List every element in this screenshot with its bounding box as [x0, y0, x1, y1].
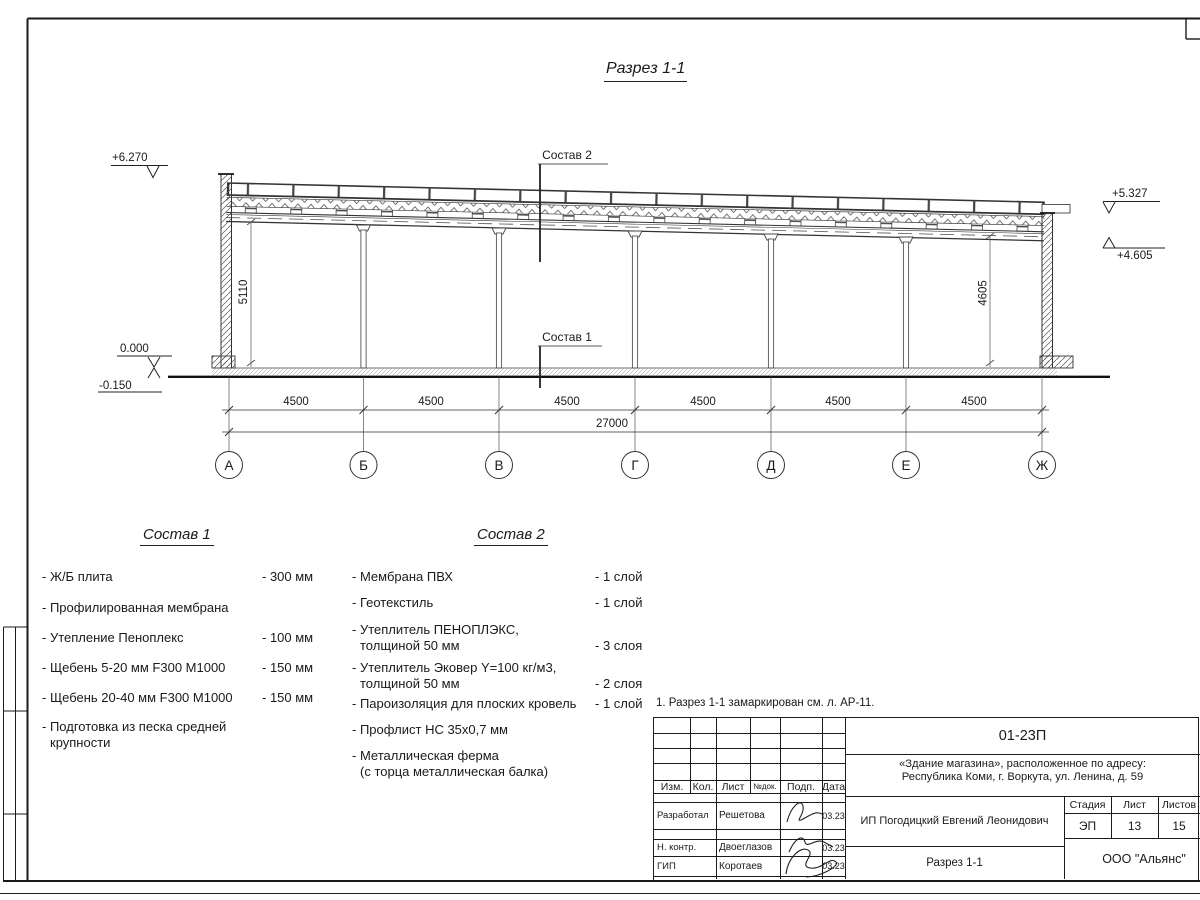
corner-box	[1186, 19, 1200, 40]
elevation-ground: -0.150	[99, 380, 132, 392]
height-dim-right: 4605	[977, 280, 990, 306]
callout-sostav2: Состав 2	[542, 148, 592, 162]
elevation-beam-right: +4.605	[1117, 250, 1153, 262]
sostav2-item: - Металлическая ферма (с торца металлическая балка)	[352, 748, 549, 779]
sostav2-item: - Профлист НС 35х0,7 мм	[352, 722, 508, 737]
tb-col-podp: Подп.	[787, 780, 815, 793]
tb-row2-role: Н. контр.	[657, 842, 697, 853]
span-dim-label: 4500	[961, 396, 987, 408]
sostav2-item: - Геотекстиль - 1 слой	[352, 595, 643, 610]
axis-label: А	[224, 458, 234, 473]
sostav2-item: - Мембрана ПВХ - 1 слой	[352, 569, 643, 584]
tb-stage-value: ЭП	[1078, 818, 1097, 833]
columns	[357, 225, 914, 368]
axis-label: В	[494, 458, 504, 473]
section-title: Разрез 1-1	[604, 60, 687, 82]
callout-sostav1: Состав 1	[542, 330, 592, 344]
elevation-roof-right: +5.327	[1112, 188, 1148, 200]
sostav2-item: - Пароизоляция для плоских кровель - 1 слой	[352, 696, 643, 711]
tb-client: ИП Погодицкий Евгений Леонидович	[860, 815, 1049, 827]
tb-row3-name: Коротаев	[719, 860, 763, 872]
axis-label: Б	[359, 458, 368, 473]
sostav2-title: Состав 2	[474, 526, 548, 546]
right-wall	[1040, 205, 1073, 369]
tb-row3-role: ГИП	[657, 860, 676, 872]
tb-drawing-name: Разрез 1-1	[926, 856, 983, 869]
floor-slab	[168, 368, 1110, 377]
axis-bubbles	[216, 452, 1056, 479]
axis-label: Ж	[1035, 458, 1049, 473]
span-dim-label: 4500	[554, 396, 580, 408]
axis-label: Г	[631, 458, 639, 473]
sostav1-item: - Утепление Пеноплекс - 100 мм	[42, 630, 314, 645]
elevation-roof-left: +6.270	[112, 152, 148, 164]
tb-col-izm: Изм.	[660, 780, 684, 793]
sostav2-item: - Утеплитель ПЕНОПЛЭКС, толщиной 50 мм - 3 слоя	[352, 622, 643, 653]
tb-sheet-value: 13	[1127, 818, 1142, 833]
tb-object-line2: Республика Коми, г. Воркута, ул. Ленина, д. 59	[901, 771, 1144, 783]
sostav1-item: - Щебень 5-20 мм F300 М1000 - 150 мм	[42, 660, 314, 675]
elevation-floor: 0.000	[120, 343, 149, 355]
sostav1-title: Состав 1	[140, 526, 214, 546]
title-block	[653, 717, 1199, 881]
span-dim-label: 4500	[418, 396, 444, 408]
span-dimension-line	[222, 406, 1049, 414]
height-dim-left: 5110	[238, 279, 250, 305]
tb-company: ООО "Альянс"	[1102, 851, 1186, 866]
axis-label: Д	[766, 458, 776, 473]
span-dim-label: 4500	[283, 396, 309, 408]
tb-row1-name: Решетова	[719, 810, 765, 821]
axis-lines	[229, 377, 1042, 451]
span-dim-label: 4500	[690, 396, 716, 408]
tb-object-line1: «Здание магазина», расположенное по адресу:	[899, 758, 1146, 770]
sostav1-item: - Ж/Б плита - 300 мм	[42, 569, 314, 584]
sostav1-item: - Щебень 20-40 мм F300 М1000 - 150 мм	[42, 690, 314, 705]
tb-col-list: Лист	[721, 780, 745, 793]
tb-stage-label: Стадия	[1069, 798, 1106, 811]
left-margin-boxes	[4, 627, 28, 881]
sostav1-item: - Профилированная мембрана	[42, 600, 229, 615]
tb-row1-date: 03.23	[822, 810, 845, 821]
tb-sheets-value: 15	[1172, 818, 1186, 833]
total-dimension-line	[222, 428, 1049, 436]
height-dimensions	[247, 219, 994, 367]
sostav2-item: - Утеплитель Эковер Y=100 кг/м3, толщиной 50 мм - 2 слоя	[352, 660, 643, 691]
span-dim-label: 4500	[825, 396, 851, 408]
tb-row2-date: 03.23	[822, 842, 845, 853]
axis-label: Е	[901, 458, 911, 473]
tb-row3-date: 03.23	[822, 861, 845, 871]
sheet-note: 1. Разрез 1-1 замаркирован см. л. АР-11.	[656, 697, 875, 709]
tb-row2-name: Двоеглазов	[719, 842, 773, 853]
tb-col-ndok: №док.	[753, 782, 777, 791]
tb-col-kol: Кол.	[692, 780, 714, 793]
tb-doc-number: 01-23П	[998, 728, 1047, 744]
left-wall	[212, 174, 235, 368]
tb-sheet-label: Лист	[1123, 798, 1146, 811]
tb-row1-role: Разработал	[657, 810, 709, 821]
total-dim-label: 27000	[596, 418, 628, 430]
sostav1-item: - Подготовка из песка средней крупности	[42, 719, 227, 750]
tb-col-data: Дата	[822, 780, 845, 793]
tb-sheets-label: Листов	[1161, 798, 1197, 811]
